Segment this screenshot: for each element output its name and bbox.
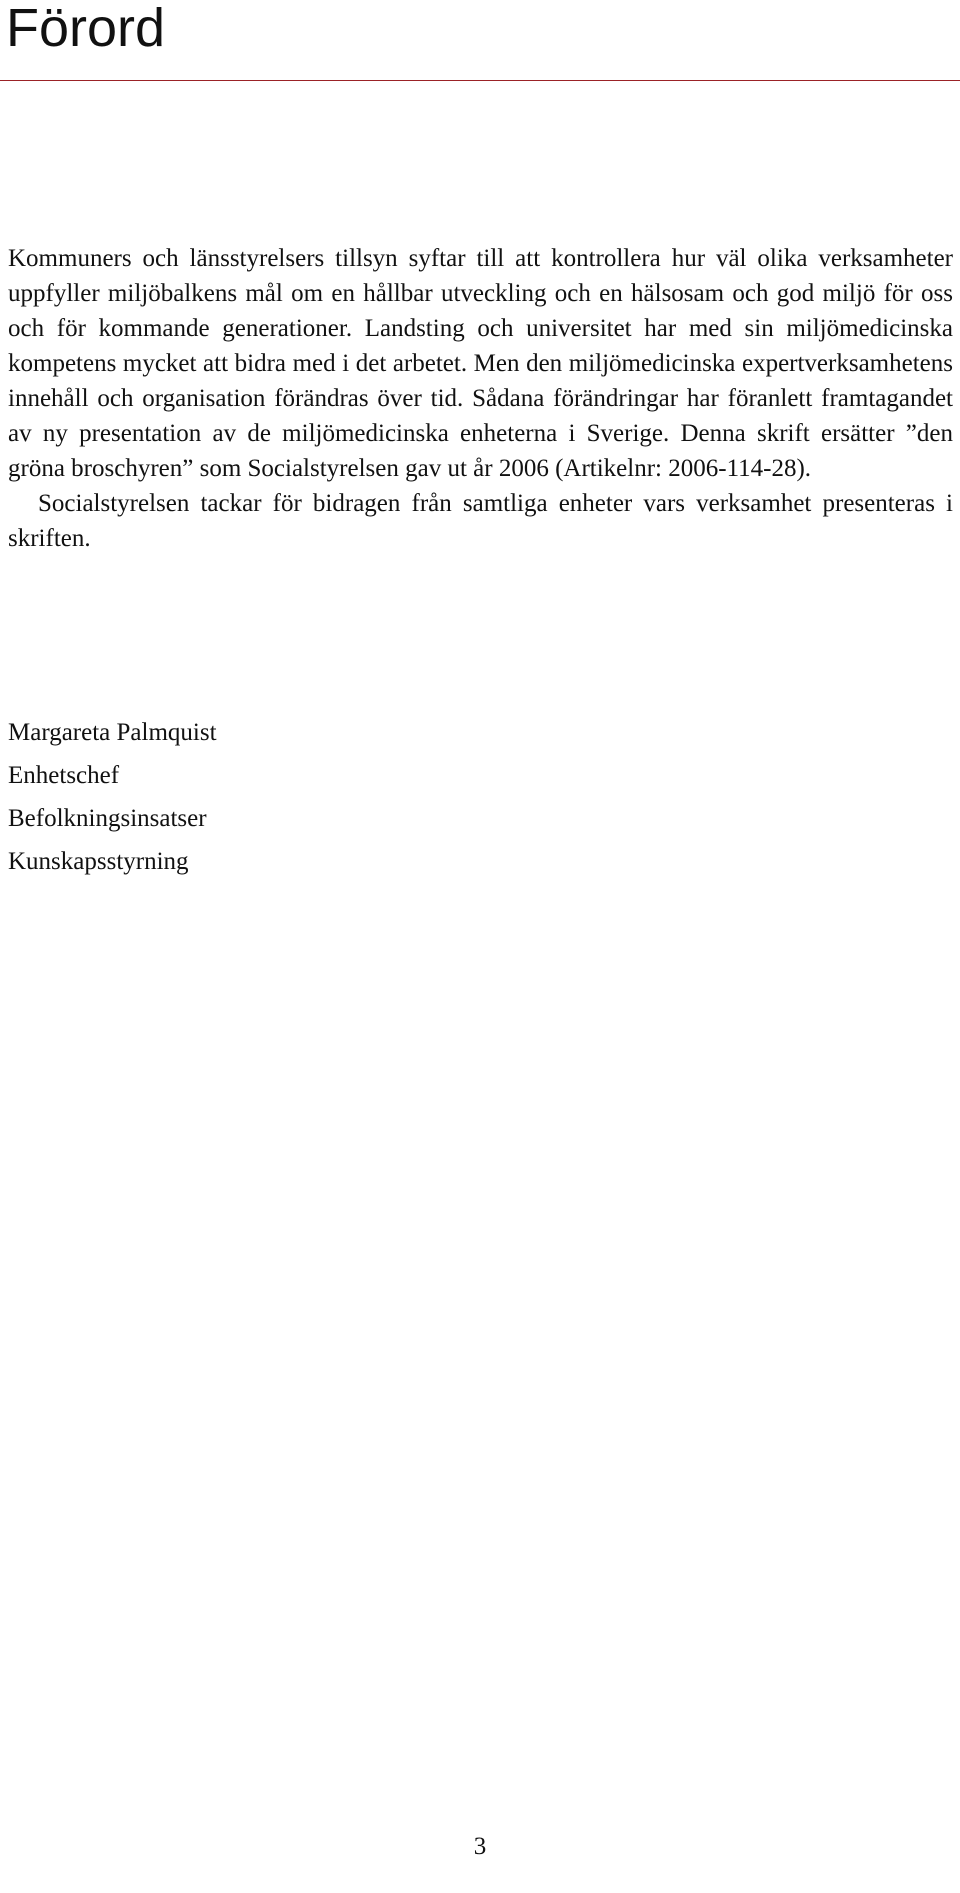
signature-block [8,711,217,883]
signatory-department: Befolkningsinsatser [8,805,207,832]
page-number: 3 [473,1833,487,1860]
heading-divider [0,80,960,81]
page-title: Förord [6,0,166,58]
signatory-name: Margareta Palmquist [8,719,217,746]
signatory-title: Enhetschef [8,762,120,789]
foreword-paragraph-2: Socialstyrelsen tackar för bidragen från samtliga enheter vars verksamhet presenteras i skriften. [8,490,953,552]
foreword-body [8,241,953,556]
foreword-paragraph-1: Kommuners och länsstyrelsers tillsyn syftar till att kontrollera hur väl olika verksamheter uppfyller miljöbalkens mål om en hållbar utveckling och en hälsosam och god miljö för oss och för kommande generationer. Landsting och universitet har med sin miljömedicinska kompetens mycket att bidra med i det arbetet. Men den miljömedicinska expertverksamhetens innehåll och organisation förändras över tid. Sådana förändringar har föranlett framtagandet av ny presentation av de miljömedicinska enheterna i Sverige. Denna skrift ersätter ”den gröna broschyren” som Socialstyrelsen gav ut år 2006 (Artikelnr: 2006-114-28). [8,245,953,482]
signatory-division: Kunskapsstyrning [8,848,189,875]
